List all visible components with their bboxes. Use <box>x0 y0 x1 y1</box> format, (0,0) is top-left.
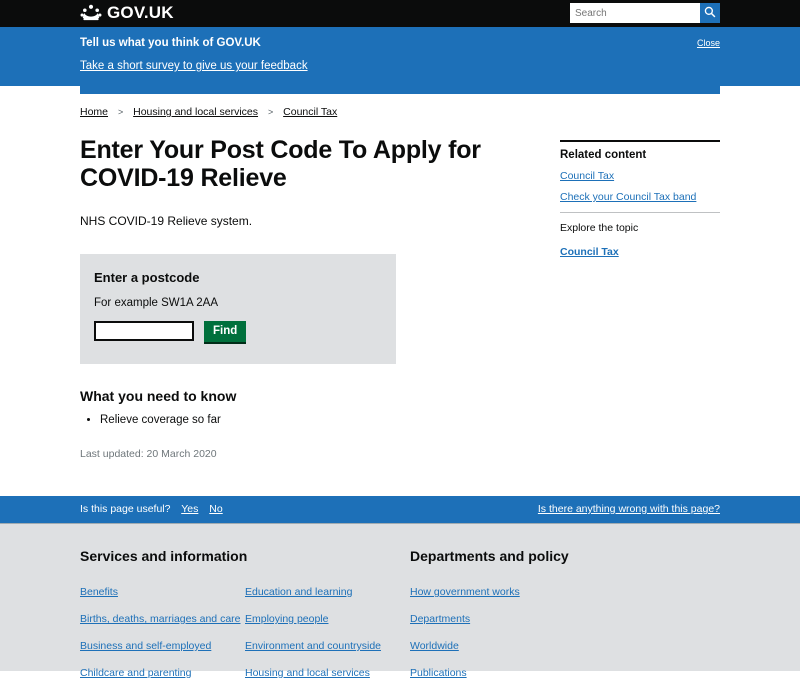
postcode-input[interactable] <box>94 321 194 341</box>
list-item: • Relieve coverage so far <box>100 414 500 426</box>
footer-link-environment[interactable]: Environment and countryside <box>245 640 381 652</box>
sidebar-top-rule <box>560 140 720 142</box>
footer-services-section <box>80 548 410 690</box>
page-lede: NHS COVID-19 Relieve system. <box>80 214 253 228</box>
page-title: Enter Your Post Code To Apply for COVID-19 Relieve <box>80 136 481 192</box>
banner-blue-strip <box>80 86 720 94</box>
footer-services-column-2 <box>245 582 410 690</box>
list-item <box>80 582 245 600</box>
footer-link-childcare[interactable]: Childcare and parenting <box>80 667 192 679</box>
footer-link-benefits[interactable]: Benefits <box>80 586 118 598</box>
report-problem-link[interactable]: Is there anything wrong with this page? <box>537 503 720 515</box>
crown-icon <box>80 4 102 22</box>
what-you-need-to-know-list <box>80 414 500 426</box>
breadcrumb-separator-icon: > <box>267 107 274 117</box>
footer-link-education[interactable]: Education and learning <box>245 586 353 598</box>
footer-link-departments[interactable]: Departments <box>410 613 471 625</box>
feedback-survey-link[interactable]: Take a short survey to give us your feedback <box>80 60 308 72</box>
site-header <box>0 0 800 27</box>
breadcrumb <box>80 104 720 136</box>
related-content-sidebar <box>560 136 720 260</box>
related-link-council-tax[interactable]: Council Tax <box>560 170 615 182</box>
postcode-hint: For example SW1A 2AA <box>94 297 218 309</box>
feedback-banner-title: Tell us what you think of GOV.UK <box>80 37 261 49</box>
footer-link-how-government-works[interactable]: How government works <box>410 586 520 598</box>
related-content-title: Related content <box>560 149 647 161</box>
search-icon <box>704 6 716 21</box>
footer-departments-list <box>410 582 575 681</box>
list-item <box>80 636 245 654</box>
page-useful-bar <box>0 496 800 523</box>
list-item <box>410 609 575 627</box>
page-content <box>80 104 720 488</box>
postcode-form-heading: Enter a postcode <box>94 270 200 285</box>
footer-services-column-1 <box>80 582 245 690</box>
footer-link-employing-people[interactable]: Employing people <box>245 613 329 625</box>
main-column <box>80 136 500 488</box>
related-link-check-band[interactable]: Check your Council Tax band <box>560 191 697 203</box>
site-footer <box>0 523 800 679</box>
footer-departments-section <box>410 548 720 690</box>
govuk-logo-link[interactable] <box>80 3 174 23</box>
list-item <box>245 663 410 681</box>
site-search[interactable] <box>570 3 720 23</box>
breadcrumb-separator-icon: > <box>117 107 124 117</box>
useful-no-link[interactable]: No <box>209 503 223 515</box>
list-item <box>410 582 575 600</box>
useful-question: Is this page useful? <box>80 503 171 515</box>
footer-link-publications[interactable]: Publications <box>410 667 467 679</box>
footer-services-heading: Services and information <box>80 548 248 564</box>
explore-topic-label: Explore the topic <box>560 222 639 234</box>
breadcrumb-item-housing[interactable]: Housing and local services <box>133 106 259 118</box>
list-item <box>245 582 410 600</box>
postcode-form <box>80 254 396 364</box>
list-item <box>245 609 410 627</box>
govuk-logo-text: GOV.UK <box>107 3 174 22</box>
breadcrumb-item-home[interactable]: Home <box>80 106 109 118</box>
search-input[interactable] <box>570 3 700 23</box>
find-button[interactable]: Find <box>204 321 246 344</box>
list-item <box>80 663 245 681</box>
list-item <box>410 636 575 654</box>
useful-yes-link[interactable]: Yes <box>181 503 199 515</box>
footer-link-business[interactable]: Business and self-employed <box>80 640 212 652</box>
list-item <box>245 636 410 654</box>
search-submit-button[interactable] <box>700 3 720 23</box>
footer-link-worldwide[interactable]: Worldwide <box>410 640 459 652</box>
last-updated-text: Last updated: 20 March 2020 <box>80 448 217 460</box>
feedback-close-button[interactable]: Close <box>696 38 720 48</box>
explore-topic-link[interactable]: Council Tax <box>560 246 619 258</box>
what-you-need-to-know-heading: What you need to know <box>80 388 237 404</box>
footer-link-births-deaths[interactable]: Births, deaths, marriages and care <box>80 613 241 625</box>
footer-link-housing[interactable]: Housing and local services <box>245 667 370 679</box>
sidebar-divider <box>560 212 720 213</box>
list-item <box>410 663 575 681</box>
breadcrumb-item-council-tax[interactable]: Council Tax <box>283 106 338 118</box>
footer-departments-heading: Departments and policy <box>410 548 569 564</box>
list-item <box>80 609 245 627</box>
